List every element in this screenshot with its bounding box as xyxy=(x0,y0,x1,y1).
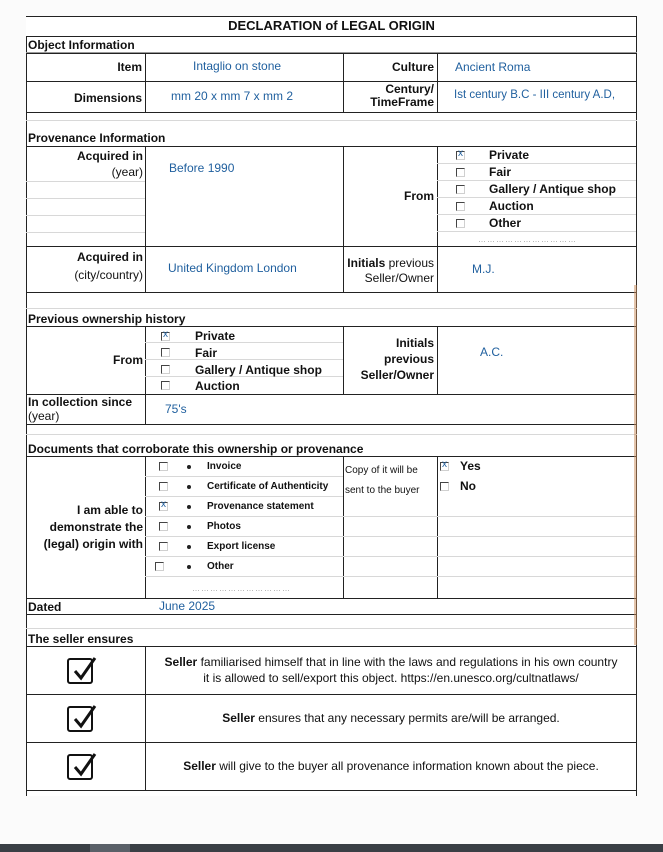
from-other-checkbox[interactable] xyxy=(456,219,465,228)
collection-since-label-line2: (year) xyxy=(28,409,60,423)
from-label: From xyxy=(404,189,434,203)
from-other-label: Other xyxy=(489,216,522,230)
history-private-checkbox[interactable] xyxy=(161,332,170,341)
grid-line xyxy=(145,556,343,557)
bottom-taskbar xyxy=(0,844,663,852)
item-value: Intaglio on stone xyxy=(193,59,282,73)
grid-line xyxy=(26,694,637,695)
bullet-icon xyxy=(187,465,191,469)
from-private-label: Private xyxy=(489,148,530,162)
grid-line xyxy=(26,81,637,82)
copy-yes-label: Yes xyxy=(460,459,481,473)
bullet-icon xyxy=(187,505,191,509)
copy-label-line2: sent to the buyer xyxy=(345,485,420,496)
grid-line xyxy=(437,53,438,112)
culture-value: Ancient Roma xyxy=(455,60,531,74)
grid-line xyxy=(26,198,145,199)
history-initials-value: A.C. xyxy=(480,345,504,359)
grid-line xyxy=(145,326,146,424)
doc-photos-checkbox[interactable] xyxy=(159,522,168,531)
history-private-label: Private xyxy=(195,329,236,343)
page-edge-shadow xyxy=(634,285,637,645)
grid-line xyxy=(437,146,438,292)
bullet-icon xyxy=(187,485,191,489)
able-label-line2: demonstrate the xyxy=(49,520,143,534)
grid-line xyxy=(145,496,343,497)
grid-line xyxy=(145,536,343,537)
century-value: Ist century B.C - III century A.D, xyxy=(454,89,616,101)
acquired-place-label-line1: Acquired in xyxy=(76,250,143,264)
copy-label xyxy=(345,461,420,501)
grid-line xyxy=(26,614,637,615)
grid-line xyxy=(26,16,637,17)
statement-2-bold: Seller xyxy=(222,711,255,725)
statement-3-bold: Seller xyxy=(183,759,216,773)
history-initials-label-line1: Initials xyxy=(395,336,434,350)
doc-photos-label: Photos xyxy=(207,521,241,532)
century-label-line1: Century/ xyxy=(385,82,434,96)
declaration-form xyxy=(26,16,637,796)
doc-other-checkbox[interactable] xyxy=(155,562,164,571)
statement-2-line1: ensures that any necessary permits are/will be arranged. xyxy=(254,711,560,725)
grid-line xyxy=(26,598,637,599)
statement-1-line1: familiarised himself that in line with the laws and regulations in his own country xyxy=(197,655,618,669)
history-auction-checkbox[interactable] xyxy=(161,381,170,390)
grid-line xyxy=(437,214,636,215)
bullet-icon xyxy=(187,525,191,529)
prov-initials-label-bold: Initials xyxy=(347,256,386,270)
from-gallery-label: Gallery / Antique shop xyxy=(489,182,616,196)
from-private-checkbox[interactable] xyxy=(456,151,465,160)
from-auction-label: Auction xyxy=(489,199,534,213)
grid-line xyxy=(437,326,438,394)
acquired-year-value: Before 1990 xyxy=(169,161,235,175)
grid-line xyxy=(437,180,636,181)
grid-line xyxy=(26,246,637,247)
statement-1-line2: it is allowed to sell/export this object. https://en.unesco.org/cultnatlaws/ xyxy=(203,671,579,685)
grid-line xyxy=(26,646,637,647)
copy-no-checkbox[interactable] xyxy=(440,482,449,491)
grid-line xyxy=(145,476,343,477)
grid-line xyxy=(145,576,343,577)
doc-certificate-checkbox[interactable] xyxy=(159,482,168,491)
grid-line xyxy=(26,456,637,457)
copy-no-label: No xyxy=(460,479,476,493)
doc-certificate-label: Certificate of Authenticity xyxy=(207,481,329,492)
documents-heading: Documents that corroborate this ownership or provenance xyxy=(28,442,364,456)
grid-line xyxy=(26,215,145,216)
collection-since-label-line1: In collection since xyxy=(28,395,133,409)
seller-statement-3 xyxy=(146,758,636,774)
grid-line xyxy=(145,146,146,292)
dimensions-value: mm 20 x mm 7 x mm 2 xyxy=(171,89,294,103)
collection-since-value: 75's xyxy=(165,402,187,416)
doc-other-label: Other xyxy=(207,561,234,572)
dated-value: June 2025 xyxy=(159,599,216,613)
history-gallery-checkbox[interactable] xyxy=(161,365,170,374)
form-title: DECLARATION of LEGAL ORIGIN xyxy=(228,18,435,33)
grid-line xyxy=(26,120,637,121)
history-initials-label xyxy=(343,335,434,383)
acquired-year-label xyxy=(26,148,143,180)
checkbox-checked-icon xyxy=(67,658,93,684)
other-dots: …………………………… xyxy=(478,235,577,244)
grid-line xyxy=(437,197,636,198)
acquired-place-value: United Kingdom London xyxy=(168,261,297,275)
acquired-year-label-line1: Acquired in xyxy=(76,149,143,163)
taskbar-segment xyxy=(90,844,130,852)
grid-line xyxy=(343,556,636,557)
doc-provenance-label: Provenance statement xyxy=(207,501,314,512)
checkbox-checked-icon xyxy=(67,754,93,780)
grid-line xyxy=(26,112,637,113)
grid-line xyxy=(26,308,637,309)
history-initials-label-line2: previous xyxy=(383,352,434,366)
history-from-label: From xyxy=(113,353,143,367)
prov-initials-label-rest: previous xyxy=(385,256,434,270)
bullet-icon xyxy=(187,565,191,569)
doc-invoice-checkbox[interactable] xyxy=(159,462,168,471)
acquired-place-label-line2: (city/country) xyxy=(74,268,143,282)
grid-line xyxy=(26,790,637,791)
prov-initials-value: M.J. xyxy=(472,262,495,276)
grid-line xyxy=(26,628,637,629)
history-heading: Previous ownership history xyxy=(28,312,186,326)
prov-initials-label xyxy=(343,256,434,286)
doc-invoice-label: Invoice xyxy=(207,461,242,472)
grid-line xyxy=(145,342,343,343)
doc-export-checkbox[interactable] xyxy=(159,542,168,551)
from-fair-checkbox[interactable] xyxy=(456,168,465,177)
acquired-year-label-line2: (year) xyxy=(111,165,143,179)
dimensions-label: Dimensions xyxy=(73,91,142,105)
grid-line xyxy=(145,359,343,360)
from-gallery-checkbox[interactable] xyxy=(456,185,465,194)
history-gallery-label: Gallery / Antique shop xyxy=(195,363,322,377)
able-to-demonstrate-label xyxy=(26,502,143,553)
grid-line xyxy=(26,146,637,147)
seller-statement-1 xyxy=(146,654,636,686)
grid-line xyxy=(343,536,636,537)
doc-provenance-checkbox[interactable] xyxy=(159,502,168,511)
provenance-heading: Provenance Information xyxy=(28,131,166,145)
grid-line xyxy=(26,326,637,327)
grid-line xyxy=(437,163,636,164)
copy-label-line1: Copy of it will be xyxy=(345,465,418,476)
doc-other-dots: …………………………… xyxy=(192,584,291,593)
grid-line xyxy=(343,516,636,517)
bullet-icon xyxy=(187,545,191,549)
copy-yes-checkbox[interactable] xyxy=(440,462,449,471)
grid-line xyxy=(26,232,145,233)
grid-line xyxy=(26,36,637,37)
acquired-place-label xyxy=(26,248,143,284)
seller-statement-2 xyxy=(146,710,636,726)
culture-label: Culture xyxy=(392,60,434,74)
from-fair-label: Fair xyxy=(489,165,512,179)
object-info-heading: Object Information xyxy=(28,38,135,52)
item-label: Item xyxy=(117,60,142,74)
grid-line xyxy=(437,231,636,232)
able-label-line1: I am able to xyxy=(76,503,143,517)
dated-label: Dated xyxy=(28,600,62,614)
history-fair-checkbox[interactable] xyxy=(161,348,170,357)
doc-export-label: Export license xyxy=(207,541,276,552)
century-label-line2: TimeFrame xyxy=(370,95,434,109)
history-auction-label: Auction xyxy=(195,379,240,393)
grid-line xyxy=(145,53,146,112)
grid-line xyxy=(343,576,636,577)
checkbox-checked-icon xyxy=(67,706,93,732)
seller-heading: The seller ensures xyxy=(28,632,134,646)
from-auction-checkbox[interactable] xyxy=(456,202,465,211)
century-label xyxy=(343,83,434,109)
history-initials-label-line3: Seller/Owner xyxy=(360,368,434,382)
grid-line xyxy=(26,292,637,293)
collection-since-label xyxy=(28,395,132,423)
history-fair-label: Fair xyxy=(195,346,218,360)
statement-3-line1: will give to the buyer all provenance information known about the piece. xyxy=(215,759,599,773)
able-label-line3: (legal) origin with xyxy=(43,537,143,551)
grid-line xyxy=(26,53,637,54)
grid-line xyxy=(26,181,145,182)
prov-initials-label-line2: Seller/Owner xyxy=(364,271,434,285)
grid-line xyxy=(26,742,637,743)
grid-line xyxy=(26,434,637,435)
grid-line xyxy=(145,516,343,517)
grid-line xyxy=(26,424,637,425)
statement-1-bold: Seller xyxy=(164,655,198,669)
